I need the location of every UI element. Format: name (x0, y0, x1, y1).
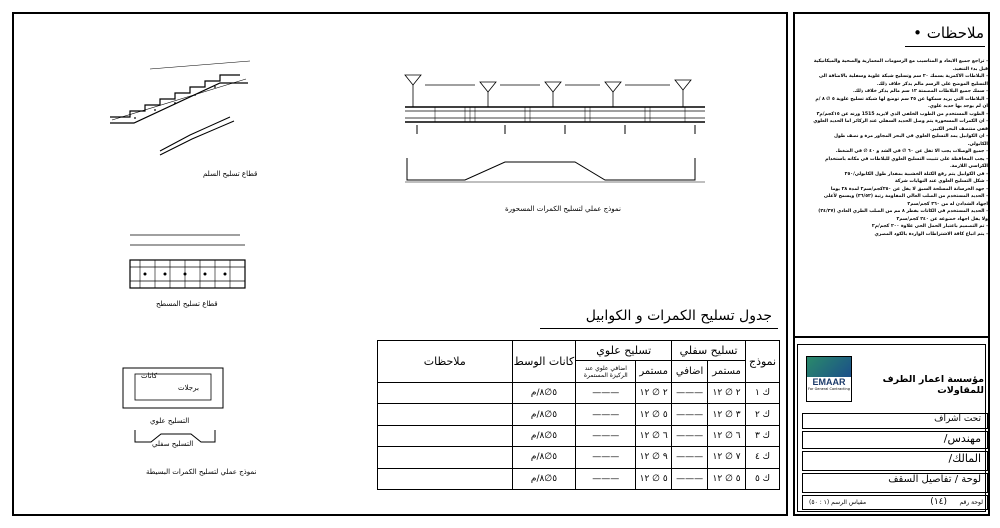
table-row (378, 425, 780, 446)
cell-top-cont: ٥ ∅ ١٢ (636, 468, 672, 489)
note-item: - الطوب المستخدم من الطوب الخلفي الذي لايزيد 1515 وزنه عن ١٥كجم/م٣ (816, 111, 988, 117)
note-item: - شكل التسليح العلوي عند النهايات شركة (894, 179, 988, 184)
cell-stirrups: ٥∅٨/م (512, 447, 576, 468)
scale-label: مقياس الرسم (١ : ٥٠) (809, 499, 867, 506)
table-row (378, 404, 780, 425)
header-top-extra: اضافي علوي عند الركيزة المستمرة (576, 361, 636, 383)
note-item: - الحديد المستخدم في الكانات بقطر ٨ مم من الصلب الطري العادي (٢٤/٣٧) ولا يقل اجهاد خضوعه عن ٢٤٠ كجم/سم٢ (818, 209, 988, 222)
header-stirrups: كانات الوسط (512, 341, 576, 383)
scale-row (802, 495, 988, 510)
note-item: - ان الكوابيل يمد التسليح العلوي في البحر المجاور مرة و نصف طول الكابولي. (833, 134, 988, 147)
cell-stirrups: ٥∅٨/م (512, 404, 576, 425)
note-item: - يتم اتباع كافة الاشتراطات الواردة بالكود المصري (874, 231, 988, 237)
header-model: نموذج (746, 341, 780, 383)
stair-section-drawing (100, 55, 260, 155)
cell-notes (378, 447, 513, 468)
cell-model: ك ٣ (746, 425, 780, 446)
note-item: - تم التصميم باعتبار الحمل الحي علاوة ٢٠٠ كجم/م٢ (871, 224, 988, 229)
note-item: - يجب المحافظة على تثبيت التسليح العلوي للبلاطات في مكانه باستخدام الكراسي اللازمة. (825, 156, 988, 169)
table-title: جدول تسليح الكمرات و الكوابيل (585, 308, 772, 324)
header-bottom-cont: مستمر (708, 361, 746, 383)
cell-bottom-extra: ——— (672, 404, 708, 425)
notes-title-underline (905, 46, 985, 47)
sheet-number-label: لوحة رقم (959, 499, 983, 506)
table-row (378, 468, 780, 489)
label-top: برجلات (178, 384, 199, 392)
cell-stirrups: ٥∅٨/م (512, 425, 576, 446)
cell-top-extra: ——— (576, 383, 636, 404)
label-stirrups: كانات (141, 372, 158, 380)
sheet-number: (١٤) (930, 497, 947, 507)
notes-divider (793, 336, 990, 338)
engineer-field: مهندس/ (802, 431, 988, 449)
cell-notes (378, 404, 513, 425)
slab-section-drawing (125, 225, 265, 295)
cell-bottom-extra: ——— (672, 425, 708, 446)
cell-bottom-cont: ٣ ∅ ١٢ (708, 404, 746, 425)
label-top-rebar: التسليح علوي (150, 417, 190, 425)
slab-caption: قطاع تسليح المسطح (156, 300, 218, 308)
cell-bottom-cont: ٧ ∅ ١٢ (708, 447, 746, 468)
table-title-underline (540, 328, 778, 329)
note-item: - جهد الخرسانة المسلحة السبق لا يقل عن ٢٥٠كجم/سم٢ لمدة ٢٨ يوما (830, 186, 988, 192)
cell-stirrups: ٥∅٨/م (512, 468, 576, 489)
cell-stirrups: ٥∅٨/م (512, 383, 576, 404)
cell-notes (378, 468, 513, 489)
beams-elevation-drawing (405, 70, 715, 190)
note-item: - تراجع جميع الابعاد و المناسيب مع الرسومات المعمارية والصحية والميكانيكية قبل بدء التنفيذ. (813, 59, 988, 72)
owner-field: المالك/ (802, 451, 988, 471)
beams-table (377, 340, 780, 490)
beams-caption: نموذج عملي لتسليح الكمرات المسحورة (505, 205, 621, 213)
header-bottom-extra: اضافي (672, 361, 708, 383)
cell-model: ك ٤ (746, 447, 780, 468)
cell-bottom-extra: ——— (672, 447, 708, 468)
notes-list (812, 58, 988, 238)
cell-top-extra: ——— (576, 404, 636, 425)
supervision-field: تحت اشراف (802, 413, 988, 429)
note-item: - في الكوابيل يتم رفع الكتلة الخشبية بمقدار طول الكابولي/٢٥٠ (844, 171, 988, 177)
company-logo: EMAAR For General Contracting (806, 356, 852, 402)
header-bottom: تسليح سفلي (672, 341, 746, 361)
note-item: - الحديد المستخدم من الصلب العالي المقاومة رتبة (٣٦/٥٢) ويسمح لأعلى اجهاد الشدادن له من ٣٦٠ كجم/سم٢ (823, 194, 988, 207)
cell-notes (378, 425, 513, 446)
cell-top-cont: ٦ ∅ ١٢ (636, 425, 672, 446)
note-item: - جميع الوصلات يجب الا تقل عن ٦٠ ∅ في الشد و ٤٠ ∅ في الضغط. (835, 149, 988, 154)
header-top-cont: مستمر (636, 361, 672, 383)
cell-model: ك ٥ (746, 468, 780, 489)
header-top: تسليح علوي (576, 341, 672, 361)
cell-top-extra: ——— (576, 468, 636, 489)
note-item: - سمك جميع البلاطات المصمتة ١٢ سم مالم يذكر خلاف ذلك. (853, 89, 988, 94)
cell-top-cont: ٥ ∅ ١٢ (636, 404, 672, 425)
stair-caption: قطاع تسليح السلم (203, 170, 258, 178)
simple-beam-caption: نموذج عملي لتسليح الكمرات البسيطة (146, 468, 257, 476)
cell-top-extra: ——— (576, 425, 636, 446)
header-notes: ملاحظات (378, 341, 513, 383)
notes-title: ملاحظات • (913, 24, 984, 42)
cell-bottom-cont: ٥ ∅ ١٢ (708, 468, 746, 489)
cell-notes (378, 383, 513, 404)
cell-top-cont: ٢ ∅ ١٢ (636, 383, 672, 404)
table-row (378, 447, 780, 468)
cell-bottom-cont: ٦ ∅ ١٢ (708, 425, 746, 446)
note-item: - البلاطات التي يزيد سمكها عن ٢٥ سم توضع لها شبكة تسليح علوية ٥ ∅ ٨ /م ان لم يوجد بها حديد علوي. (815, 96, 988, 109)
table-row (378, 383, 780, 404)
sheet-title-field: لوحة / تفاصيل السقف (802, 473, 988, 493)
note-item: - البلاطات الاكمرية بسمك ٢٠ سم وتسليح شبكة علوية وسفلية بالاضافة الى التسليح الموضح على الرسم مالم يذكر خلاف ذلك. (818, 74, 988, 87)
cell-bottom-extra: ——— (672, 468, 708, 489)
cell-bottom-cont: ٢ ∅ ١٢ (708, 383, 746, 404)
cell-model: ك ٢ (746, 404, 780, 425)
cell-top-extra: ——— (576, 447, 636, 468)
cell-bottom-extra: ——— (672, 383, 708, 404)
cell-model: ك ١ (746, 383, 780, 404)
cell-top-cont: ٩ ∅ ١٢ (636, 447, 672, 468)
label-bottom-rebar: التسليح سفلي (152, 440, 194, 448)
note-item: - ان الكمرات المسحورة يتم وصل الحديد السفلي عند الركائز اما الحديد العلوي ففي منتصف البحر الكبير. (813, 119, 988, 132)
company-name: مؤسسة اعمار الطرف للمقاولات (882, 374, 984, 396)
